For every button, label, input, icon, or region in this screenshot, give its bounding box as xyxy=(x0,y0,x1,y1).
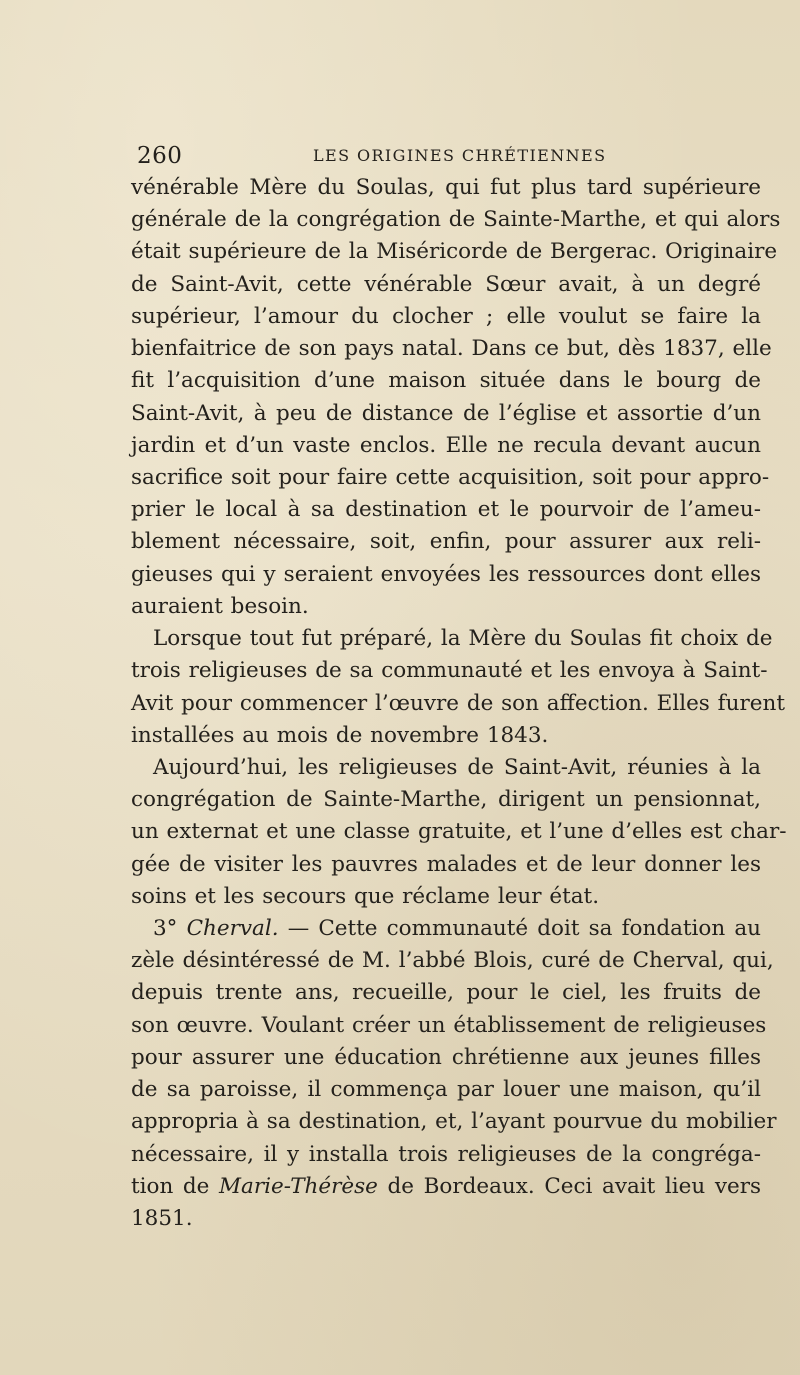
line-text: de Saint-Avit, cette vénérable Sœur avait, à un degré xyxy=(131,271,761,297)
text-line xyxy=(131,881,761,913)
line-text: Avit pour commencer l’œuvre de son affection. Elles furent xyxy=(131,690,785,716)
line-text: gée de visiter les pauvres malades et de leur donner les xyxy=(131,851,761,877)
line-text: trois religieuses de sa communauté et les envoya à Saint- xyxy=(131,658,768,684)
line-text: soins et les secours que réclame leur état. xyxy=(131,883,600,909)
line-text: vénérable Mère du Soulas, qui fut plus tard supérieure xyxy=(131,175,761,200)
line-text: Aujourd’hui, les religieuses de Saint-Avit, réunies à la xyxy=(153,754,761,780)
text-line xyxy=(131,526,761,558)
line-text: supérieur, l’amour du clocher ; elle voulut se faire la xyxy=(131,303,761,329)
line-text: sacrifice soit pour faire cette acquisition, soit pour appro- xyxy=(131,464,770,490)
line-text: était supérieure de la Miséricorde de Bergerac. Originaire xyxy=(131,239,778,265)
text-line xyxy=(131,204,781,236)
line-text: gieuses qui y seraient envoyées les ressources dont elles xyxy=(131,561,761,587)
text-line xyxy=(131,1203,761,1235)
text-line xyxy=(131,269,761,301)
page-number: 260 xyxy=(137,143,183,169)
italic-term: Marie-Thérèse xyxy=(219,1173,378,1199)
text-line xyxy=(131,1010,767,1042)
line-text: zèle désintéressé de M. l’abbé Blois, curé de Cherval, qui, xyxy=(131,948,774,974)
line-text: appropria à sa destination, et, l’ayant pourvue du mobilier xyxy=(131,1109,777,1135)
line-text: bienfaitrice de son pays natal. Dans ce but, dès 1837, elle xyxy=(131,336,772,362)
line-text: 1851. xyxy=(131,1206,193,1231)
line-prefix: tion de xyxy=(131,1173,219,1199)
line-text: fit l’acquisition d’une maison située dans le bourg de xyxy=(131,368,761,394)
text-line xyxy=(131,720,761,752)
text-line xyxy=(131,430,761,462)
line-text: installées au mois de novembre 1843. xyxy=(131,722,549,748)
text-line xyxy=(131,462,770,494)
text-line xyxy=(131,494,761,526)
italic-term: Cherval. xyxy=(186,916,279,942)
text-line xyxy=(131,655,768,687)
line-text: de sa paroisse, il commença par louer une maison, qu’il xyxy=(131,1077,761,1103)
line-text: jardin et d’un vaste enclos. Elle ne recula devant aucun xyxy=(131,432,761,458)
line-text: générale de la congrégation de Sainte-Marthe, et qui alors xyxy=(131,207,781,233)
text-line xyxy=(131,301,761,333)
text-line xyxy=(131,1042,761,1074)
line-text: blement nécessaire, soit, enfin, pour assurer aux reli- xyxy=(131,529,761,555)
text-line xyxy=(131,172,761,204)
line-text: de Bordeaux. Ceci avait lieu vers xyxy=(387,1173,762,1199)
text-line xyxy=(131,816,787,848)
text-line xyxy=(131,1139,761,1171)
text-line xyxy=(131,977,761,1009)
text-line xyxy=(131,784,761,816)
text-line xyxy=(131,945,774,977)
text-line xyxy=(131,1106,777,1138)
text-line xyxy=(131,623,773,655)
line-prefix: 3° xyxy=(153,916,187,942)
line-text: Lorsque tout fut préparé, la Mère du Soulas fit choix de xyxy=(153,626,773,652)
line-text: Saint-Avit, à peu de distance de l’église et assortie d’un xyxy=(131,400,761,426)
text-line xyxy=(131,333,772,365)
line-text: pour assurer une éducation chrétienne aux jeunes filles xyxy=(131,1044,761,1070)
text-line xyxy=(131,559,761,591)
line-text: — Cette communauté doit sa fondation au xyxy=(287,916,761,942)
body-text xyxy=(131,172,787,1235)
line-text: nécessaire, il y installa trois religieuses de la congréga- xyxy=(131,1141,761,1167)
line-text: un externat et une classe gratuite, et l’une d’elles est char- xyxy=(131,819,787,845)
text-line xyxy=(131,849,761,881)
text-line xyxy=(131,752,761,784)
line-text: son œuvre. Voulant créer un établissement de religieuses xyxy=(131,1012,767,1038)
text-line xyxy=(131,236,778,268)
line-text: congrégation de Sainte-Marthe, dirigent un pensionnat, xyxy=(131,787,761,813)
text-line xyxy=(131,913,761,945)
line-text: prier le local à sa destination et le pourvoir de l’ameu- xyxy=(131,497,761,523)
text-line xyxy=(131,365,761,397)
text-line xyxy=(131,1171,761,1203)
text-line xyxy=(131,591,761,623)
line-text: depuis trente ans, recueille, pour le ciel, les fruits de xyxy=(131,980,761,1006)
text-line xyxy=(131,398,761,430)
running-title: LES ORIGINES CHRÉTIENNES xyxy=(313,146,607,165)
text-line xyxy=(131,688,785,720)
line-text: auraient besoin. xyxy=(131,593,309,619)
text-line xyxy=(131,1074,761,1106)
